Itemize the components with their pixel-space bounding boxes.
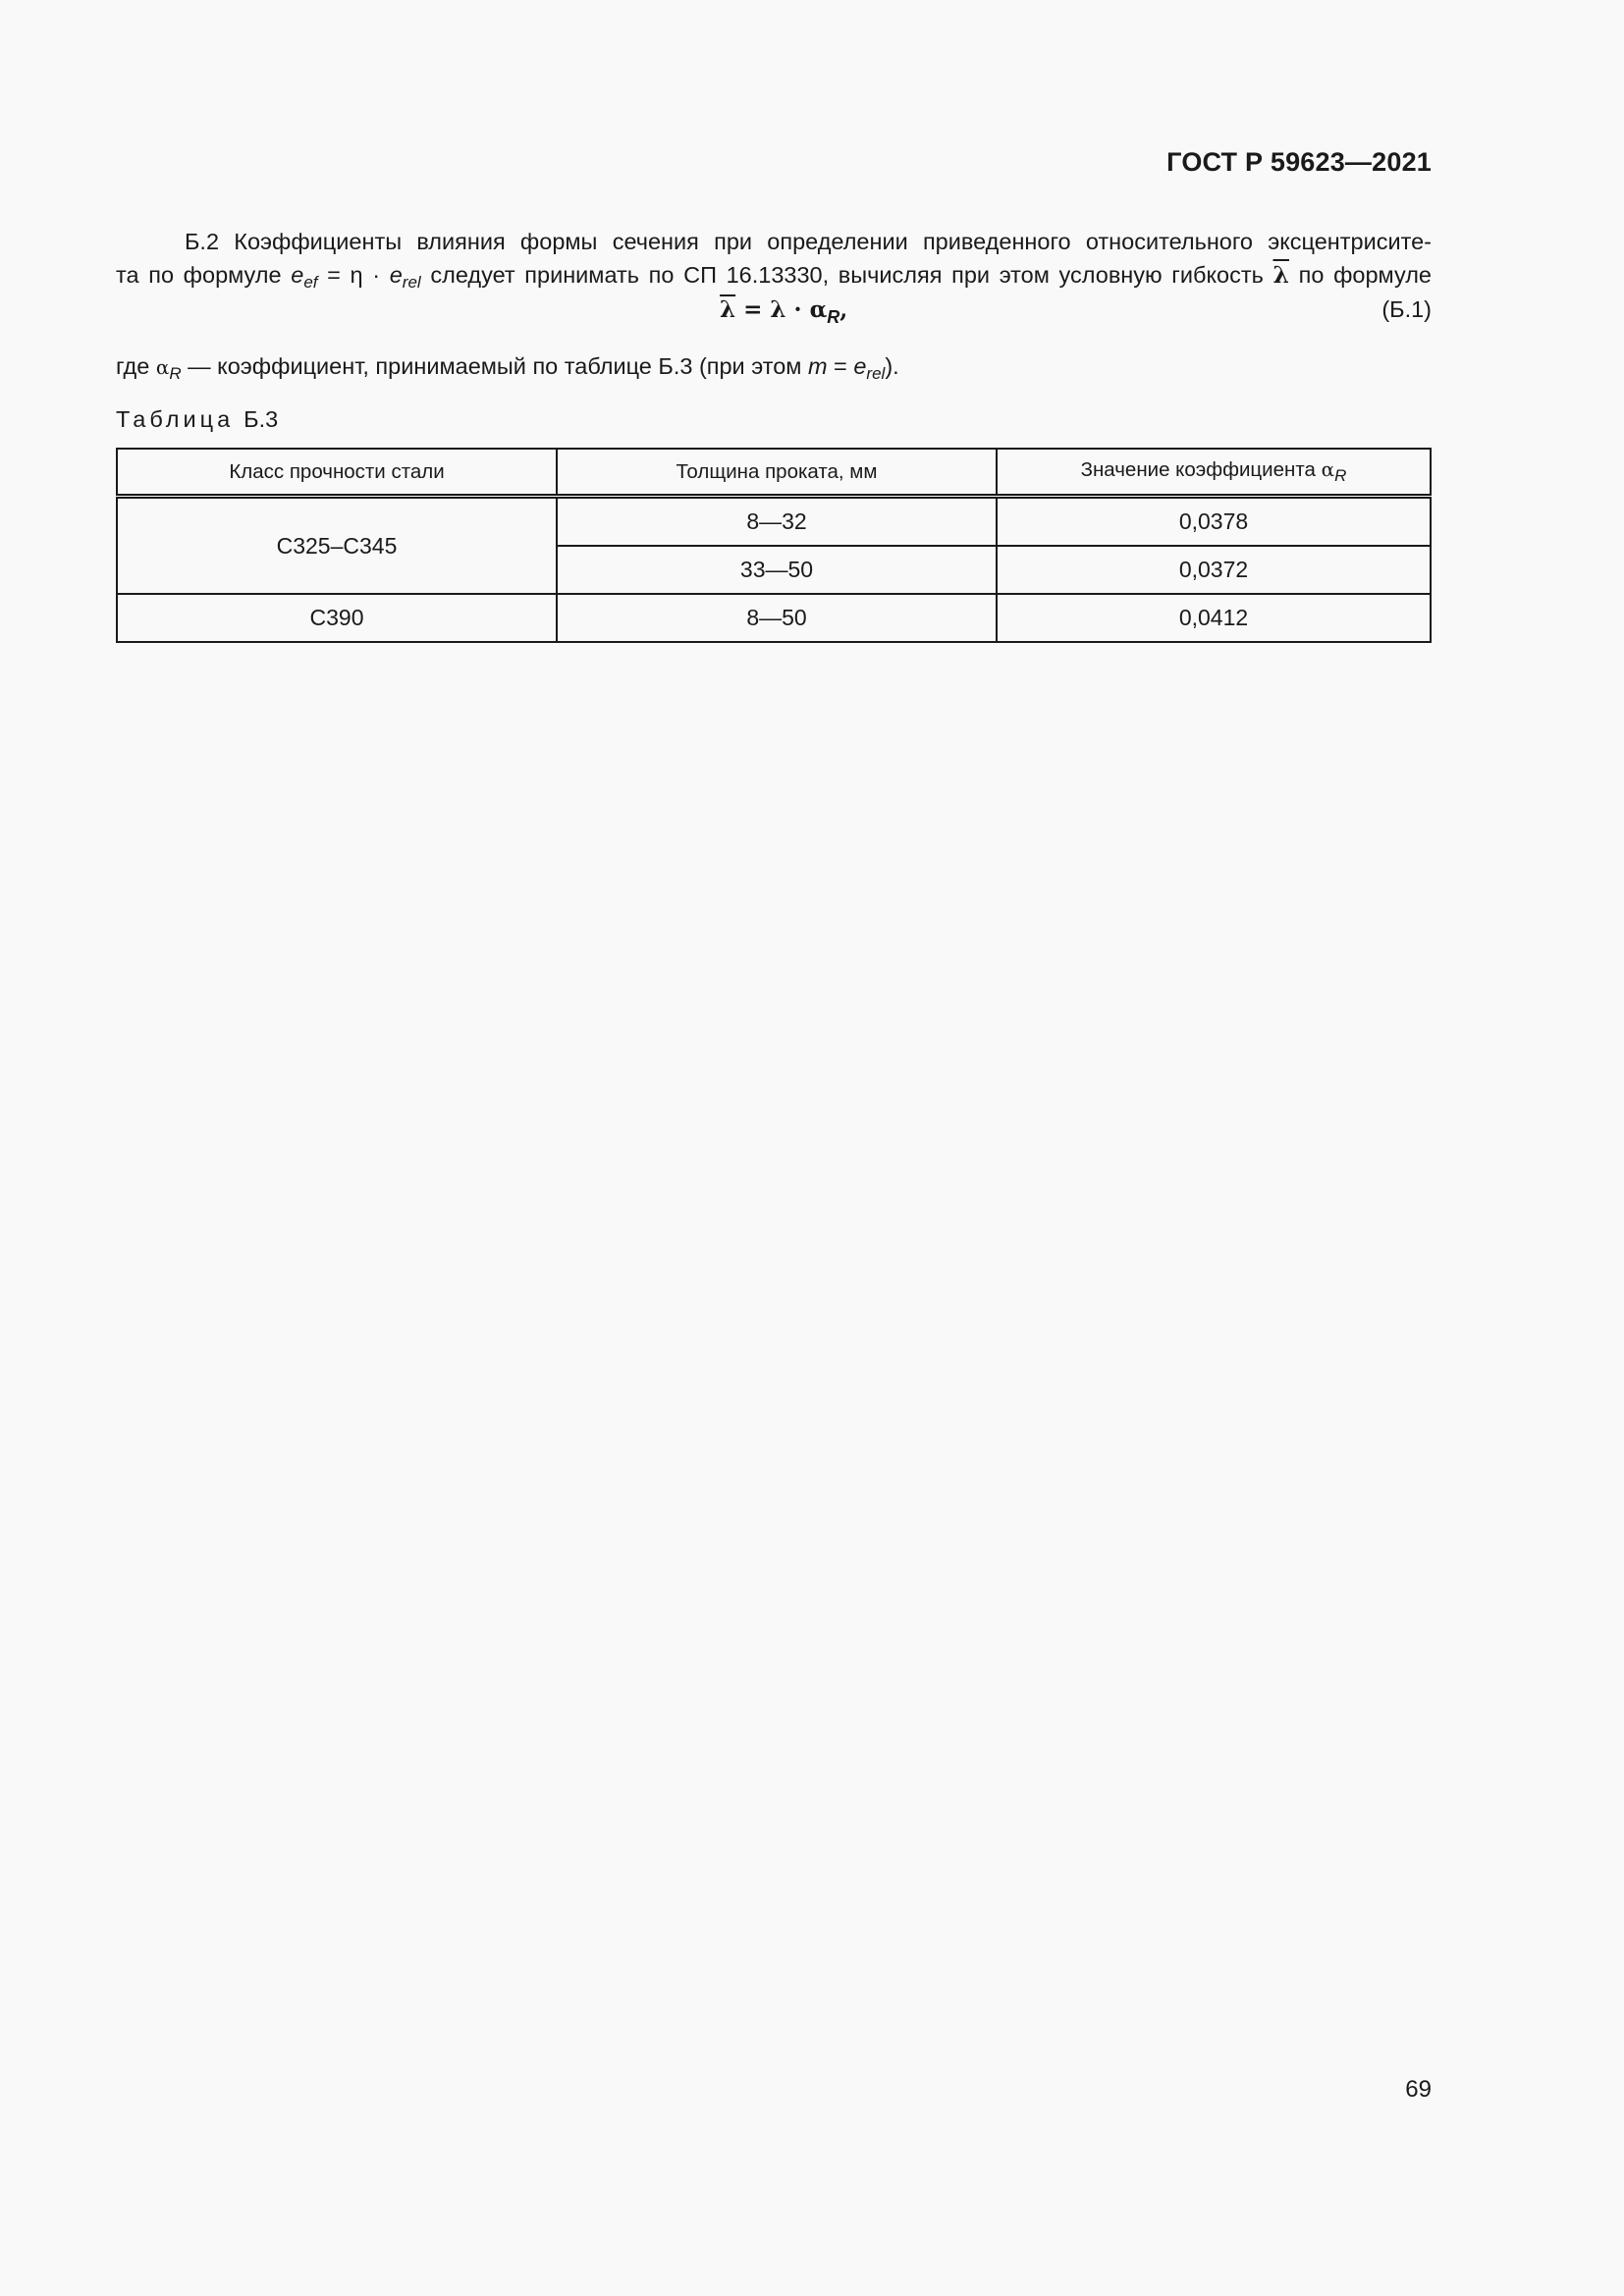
lambda-bar-symbol: $\overline{\lambda}$ <box>1272 261 1289 289</box>
cell-value: 0,0378 <box>997 497 1431 547</box>
formula-e-ef-sub: ef <box>303 273 318 292</box>
where-e-sub: rel <box>866 364 886 383</box>
table-caption-word: Таблица <box>116 406 235 432</box>
where-alpha: α <box>155 355 170 379</box>
cell-thickness: 33—50 <box>557 546 997 594</box>
cell-thickness: 8—32 <box>557 497 997 547</box>
formula-body: = λ · α <box>735 296 828 323</box>
header-coefficient <box>997 449 1431 497</box>
where-e: e <box>853 353 867 379</box>
cell-steel: С325–С345 <box>117 497 557 595</box>
header-coefficient-text: Значение коэффициента <box>1080 458 1322 481</box>
cell-value: 0,0412 <box>997 594 1431 642</box>
cell-value: 0,0372 <box>997 546 1431 594</box>
formula-sub-r: R <box>827 307 840 327</box>
table-row <box>117 497 1431 547</box>
header-alpha: α <box>1321 457 1335 481</box>
table-caption <box>116 406 278 433</box>
where-text: — коэффициент, принимаемый по таблице Б.3 (при этом <box>181 353 808 379</box>
where-prefix: где <box>116 353 156 379</box>
formula-lambda-bar: $\overline{\lambda}$ <box>720 296 736 323</box>
paragraph-b2-text-start: Б.2 Коэффициенты влияния формы сечения при определении приведенного относительного эксцентрисите- <box>185 229 1432 254</box>
formula-expression <box>720 296 847 328</box>
document-code: ГОСТ Р 59623—2021 <box>1166 147 1432 177</box>
header-alpha-sub: R <box>1334 466 1347 485</box>
formula-end: , <box>839 296 848 323</box>
paragraph-where <box>116 349 1432 391</box>
where-eq: = <box>827 353 854 379</box>
paragraph-b2-line1 <box>116 225 1432 258</box>
formula-e-rel-sub: rel <box>402 273 421 292</box>
coefficient-table <box>116 448 1432 643</box>
formula-number: (Б.1) <box>1381 296 1432 322</box>
paragraph-b2-text-cont: та по формуле <box>116 262 292 288</box>
header-steel-class: Класс прочности стали <box>117 449 557 497</box>
page-number: 69 <box>1405 2076 1432 2103</box>
paragraph-b2-text-middle: следует принимать по СП 16.13330, вычисляя при этом условную гибкость <box>420 262 1273 288</box>
where-end: ). <box>885 353 899 379</box>
header-thickness: Толщина проката, мм <box>557 449 997 497</box>
where-alpha-sub: R <box>169 364 182 383</box>
formula-e-ef: e <box>291 262 304 288</box>
formula-eta: = η · <box>317 262 390 288</box>
cell-steel: С390 <box>117 594 557 642</box>
paragraph-b2-text-end: по формуле <box>1288 262 1432 288</box>
table-caption-number: Б.3 <box>244 406 279 432</box>
formula-e-rel: e <box>389 262 403 288</box>
table-header-row <box>117 449 1431 497</box>
cell-thickness: 8—50 <box>557 594 997 642</box>
where-m: m <box>807 353 828 379</box>
table-row <box>117 594 1431 642</box>
paragraph-b2-line2 <box>116 258 1432 299</box>
formula-b1 <box>116 296 1432 332</box>
